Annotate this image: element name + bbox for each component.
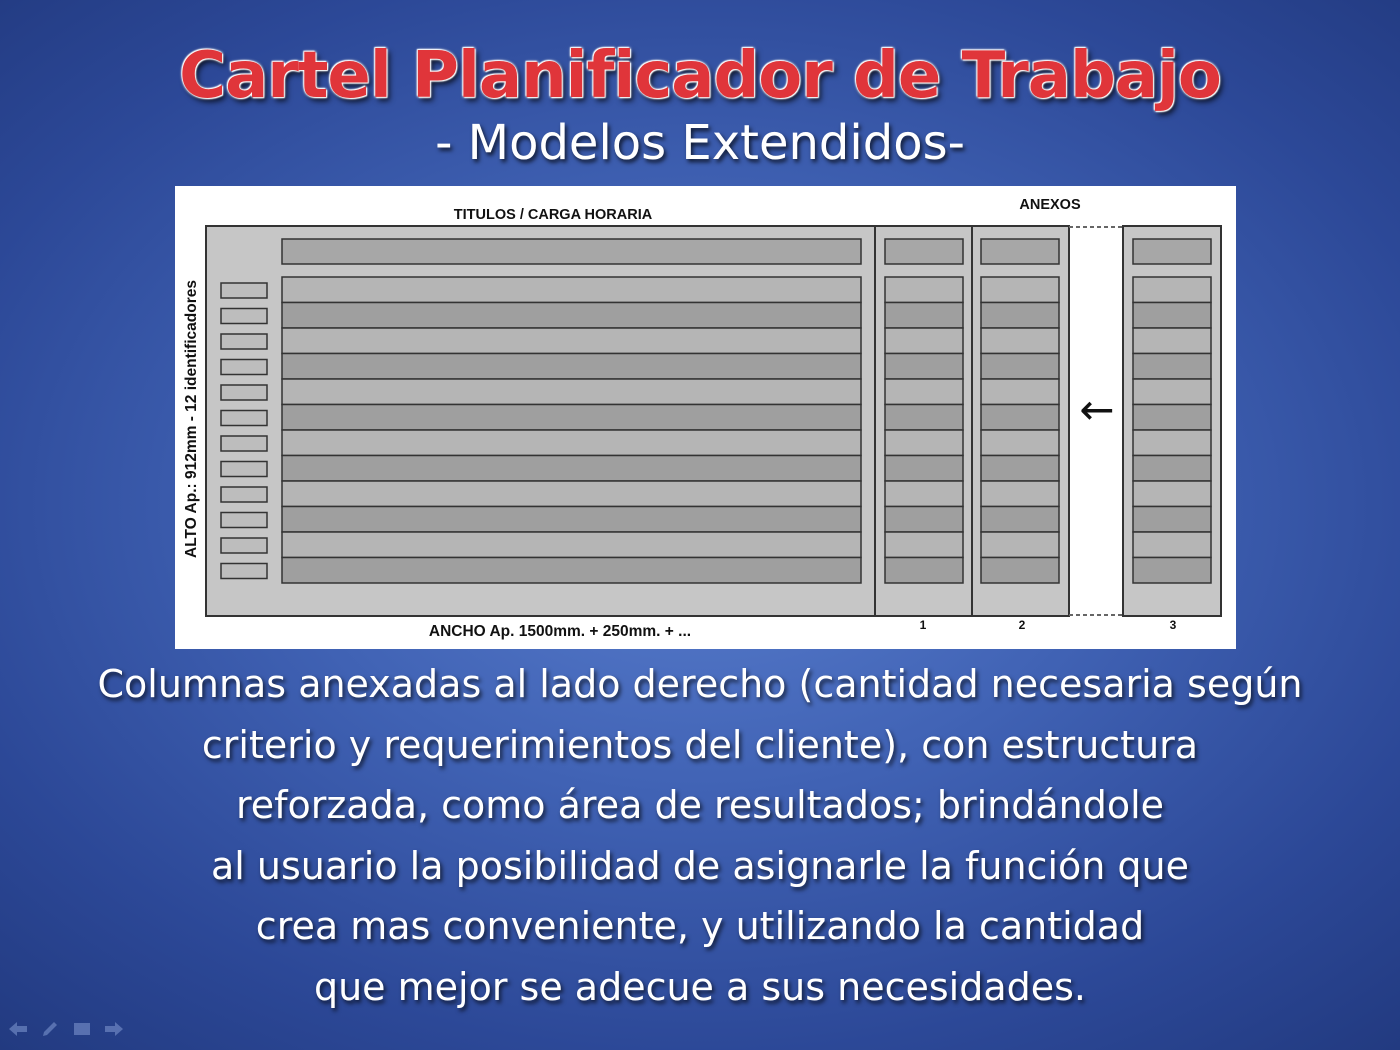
annex-row [1133,277,1211,303]
description-line: crea mas conveniente, y utilizando la cantidad [255,904,1145,948]
annex-header-bar [1133,239,1211,264]
description-text [30,654,1370,1017]
annex-row [885,532,963,558]
annex-row [885,481,963,507]
column-number-2: 2 [1018,618,1026,632]
slideshow-nav [8,1020,124,1038]
identifier-tab [221,436,267,451]
annex-row [981,532,1059,558]
annex-row [1133,354,1211,380]
schedule-row [282,277,861,303]
identifier-tab [221,334,267,349]
annex-row [1133,507,1211,533]
annex-row [981,405,1059,431]
schedule-row [282,430,861,456]
annex-row [981,558,1059,584]
annex-row [1133,430,1211,456]
annex-row [1133,481,1211,507]
identifier-tab [221,513,267,528]
schedule-row [282,456,861,482]
schedule-row [282,303,861,329]
annex-row [1133,456,1211,482]
annex-row [1133,303,1211,329]
annex-row [1133,405,1211,431]
annex-row [981,277,1059,303]
pen-icon[interactable] [40,1020,60,1038]
slide-subtitle: - Modelos Extendidos- [435,115,965,171]
identifier-tab [221,385,267,400]
annex-row [981,481,1059,507]
schedule-row [282,481,861,507]
planner-diagram [175,186,1236,649]
header-titulos: TITULOS / CARGA HORARIA [453,207,653,223]
annex-row [885,328,963,354]
annex-row [1133,328,1211,354]
annex-row [885,354,963,380]
schedule-row [282,405,861,431]
identifier-tab [221,283,267,298]
identifier-tab [221,487,267,502]
description-line: reforzada, como área de resultados; brindándole [235,783,1165,827]
schedule-row [282,379,861,405]
annex-row [981,328,1059,354]
side-label: ALTO Ap.: 912mm - 12 identificadores [183,280,200,558]
annex-row [885,277,963,303]
annex-header-bar [885,239,963,264]
schedule-row [282,558,861,584]
menu-icon[interactable] [72,1020,92,1038]
annex-row [885,507,963,533]
identifier-tab [221,462,267,477]
annex-row [981,507,1059,533]
description-line: Columnas anexadas al lado derecho (cantidad necesaria según [97,662,1303,706]
identifier-tab [221,538,267,553]
column-number-3: 3 [1169,618,1177,632]
identifier-tab [221,360,267,375]
annex-row [1133,558,1211,584]
left-arrow-icon: ← [1079,385,1115,434]
identifier-tab [221,411,267,426]
schedule-row [282,507,861,533]
annex-row [885,558,963,584]
header-bar [282,239,861,264]
annex-row [981,303,1059,329]
description-line: al usuario la posibilidad de asignarle la función que [211,843,1189,888]
schedule-row [282,532,861,558]
schedule-row [282,328,861,354]
bottom-label: ANCHO Ap. 1500mm. + 250mm. + ... [428,623,692,640]
annex-row [981,379,1059,405]
annex-row [981,430,1059,456]
annex-row [885,430,963,456]
back-arrow-icon[interactable] [8,1020,28,1038]
slide-title: Cartel Planificador de Trabajo [179,39,1221,113]
identifier-tab [221,309,267,324]
annex-row [981,354,1059,380]
header-anexos: ANEXOS [1019,197,1081,213]
identifier-tab [221,564,267,579]
description-line: que mejor se adecue a sus necesidades. [313,964,1087,1009]
annex-header-bar [981,239,1059,264]
annex-row [885,456,963,482]
annex-row [885,303,963,329]
schedule-row [282,354,861,380]
forward-arrow-icon[interactable] [104,1020,124,1038]
column-number-1: 1 [919,618,927,632]
annex-row [885,405,963,431]
description-line: criterio y requerimientos del cliente), con estructura [201,722,1199,767]
annex-row [1133,532,1211,558]
annex-row [981,456,1059,482]
annex-row [1133,379,1211,405]
annex-row [885,379,963,405]
